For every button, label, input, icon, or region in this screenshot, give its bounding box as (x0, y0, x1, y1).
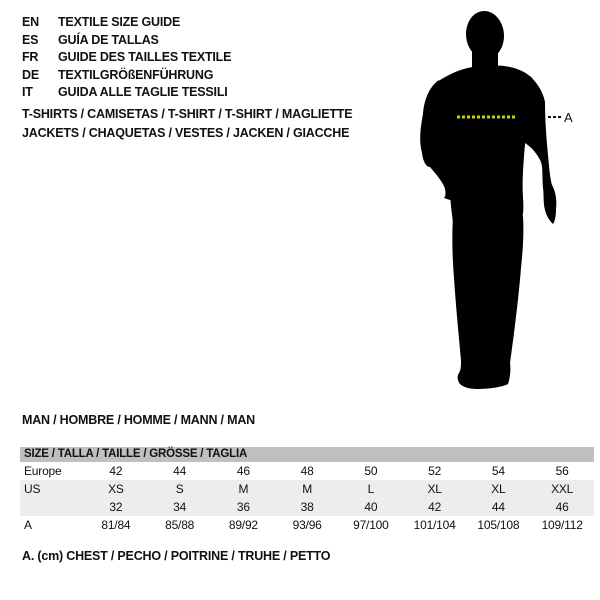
lang-code: EN (22, 15, 39, 29)
cell: 81/84 (101, 518, 131, 532)
cell: 38 (300, 500, 314, 514)
lang-label: TEXTILGRÖßENFÜHRUNG (58, 67, 214, 82)
cell: 105/108 (477, 518, 520, 532)
cell: 101/104 (413, 518, 456, 532)
cell: 93/96 (292, 518, 322, 532)
cell: L (367, 482, 375, 496)
cell: S (175, 482, 184, 496)
man-silhouette-figure (410, 5, 575, 400)
category-line-tshirts: T-SHIRTS / CAMISETAS / T-SHIRT / T-SHIRT / MAGLIETTE (22, 107, 353, 121)
cell: XL (491, 482, 506, 496)
table-row-chest-a (20, 516, 594, 534)
silhouette-shape (420, 9, 556, 389)
size-table (20, 447, 594, 534)
cell: 34 (173, 500, 187, 514)
lang-row-es (22, 32, 231, 50)
cell: 97/100 (353, 518, 389, 532)
cell: 46 (236, 464, 250, 478)
section-title-man: MAN / HOMBRE / HOMME / MANN / MAN (22, 413, 255, 427)
lang-label: TEXTILE SIZE GUIDE (58, 15, 181, 29)
lang-label: GUÍA DE TALLAS (58, 32, 159, 47)
cell: 40 (364, 500, 378, 514)
cell: 56 (555, 464, 569, 478)
cell: M (302, 482, 313, 496)
lang-code: ES (22, 32, 39, 47)
size-table-header: SIZE / TALLA / TAILLE / GRÖSSE / TAGLIA (20, 447, 594, 462)
lang-row-fr (22, 49, 231, 67)
cell: 46 (555, 500, 569, 514)
cell: 89/92 (228, 518, 258, 532)
cell: 85/88 (165, 518, 195, 532)
lang-code: DE (22, 67, 39, 82)
cell: M (238, 482, 249, 496)
cell: 42 (109, 464, 123, 478)
cell: 44 (173, 464, 187, 478)
table-row-us (20, 480, 594, 498)
lang-row-it (22, 84, 231, 102)
lang-row-en (22, 14, 231, 32)
lang-code: IT (22, 85, 33, 100)
language-list (22, 14, 231, 102)
cell: 50 (364, 464, 378, 478)
category-lines (22, 105, 352, 143)
category-line-jackets: JACKETS / CHAQUETAS / VESTES / JACKEN / GIACCHE (22, 125, 350, 140)
lang-code: FR (22, 50, 39, 65)
lang-row-de (22, 67, 231, 85)
row-label: A (24, 518, 32, 532)
table-row-europe (20, 462, 594, 480)
cell: XL (427, 482, 442, 496)
cell: 52 (428, 464, 442, 478)
cell: 54 (491, 464, 505, 478)
cell: 48 (300, 464, 314, 478)
table-row-us-numeric (20, 498, 594, 516)
measure-label-a: A (564, 110, 573, 125)
cell: 44 (491, 500, 505, 514)
cell: XXL (551, 482, 574, 496)
measurement-footnote: A. (cm) CHEST / PECHO / POITRINE / TRUHE / PETTO (22, 549, 331, 563)
cell: 36 (236, 500, 250, 514)
row-label: Europe (24, 464, 62, 478)
lang-label: GUIDE DES TAILLES TEXTILE (58, 50, 232, 65)
cell: 42 (428, 500, 442, 514)
cell: 109/112 (541, 518, 583, 532)
row-label: US (24, 482, 41, 496)
man-silhouette (410, 5, 575, 400)
cell: XS (108, 482, 124, 496)
lang-label: GUIDA ALLE TAGLIE TESSILI (58, 85, 228, 100)
cell: 32 (109, 500, 123, 514)
